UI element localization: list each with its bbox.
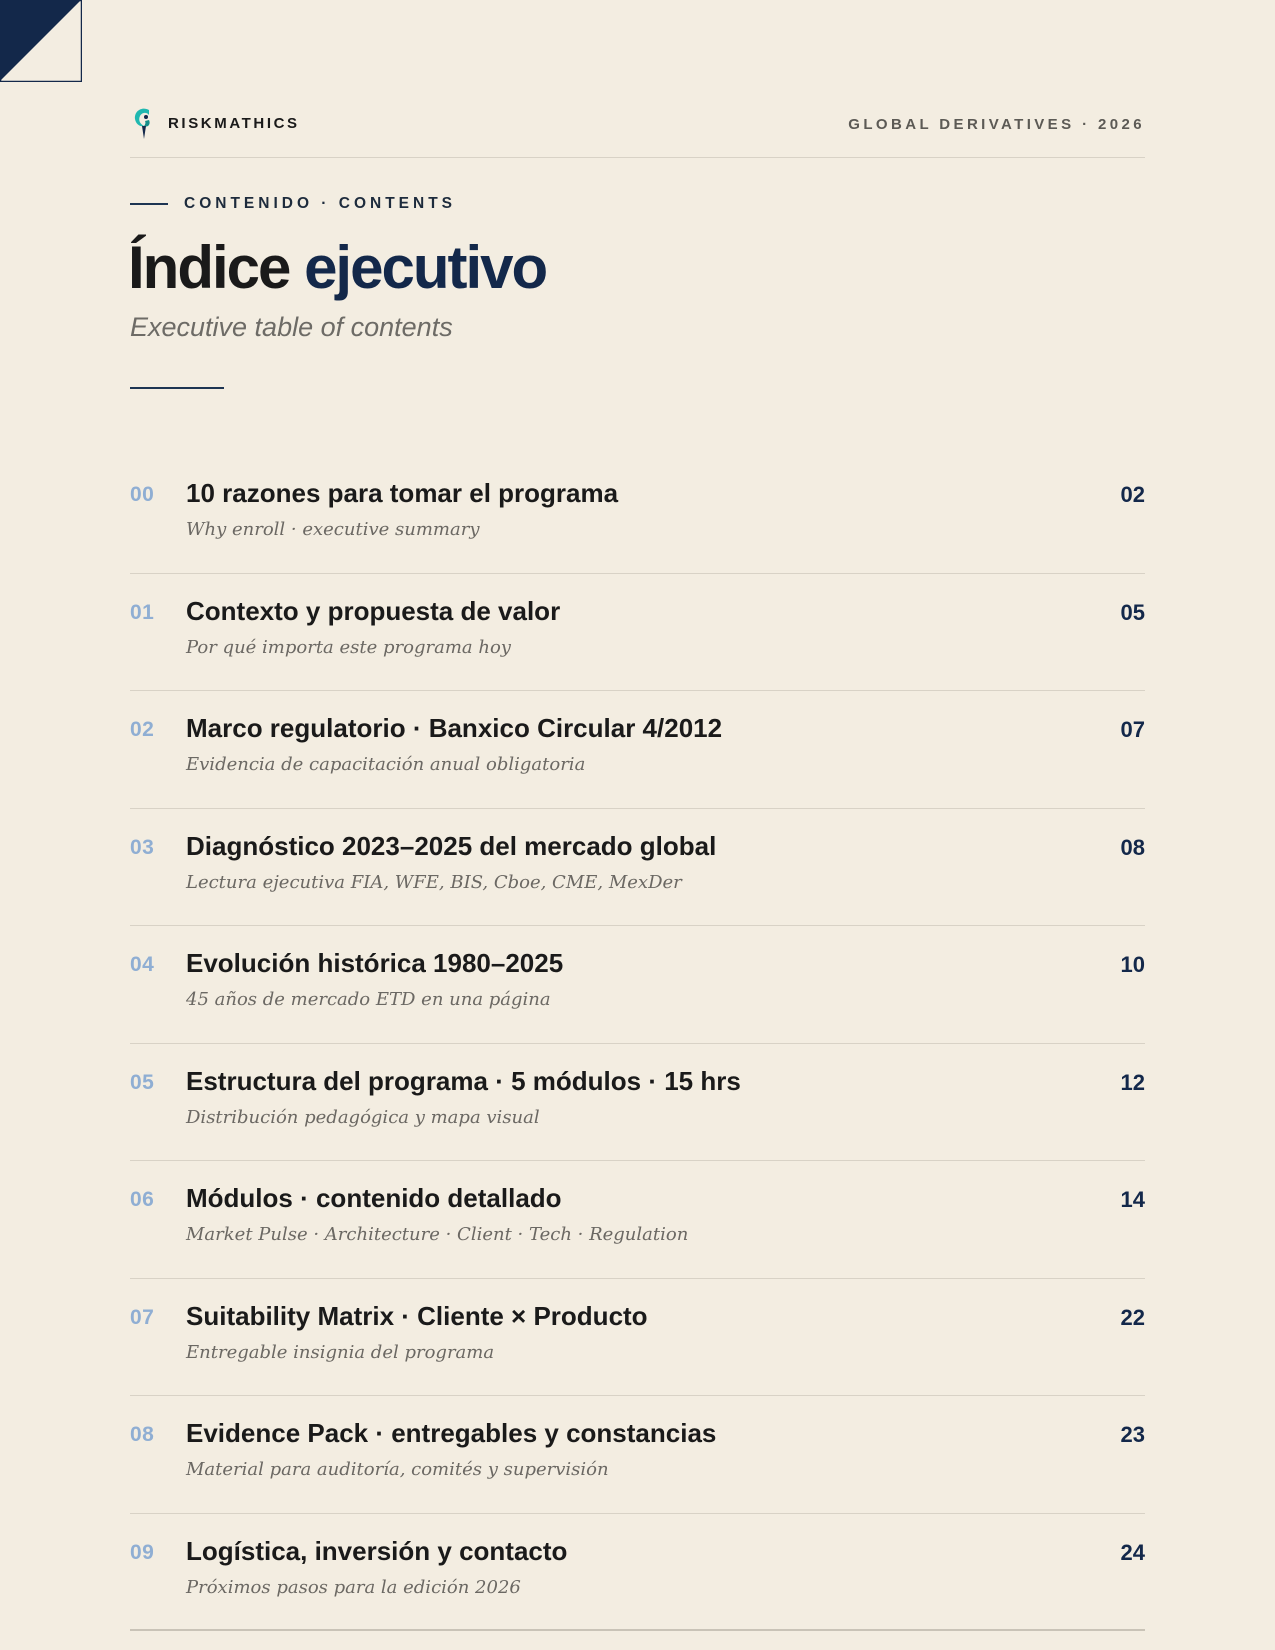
brand	[130, 104, 300, 140]
toc-item-title: Diagnóstico 2023–2025 del mercado global	[186, 830, 717, 861]
toc-item[interactable]	[130, 456, 1145, 574]
eyebrow-text: CONTENIDO · CONTENTS	[184, 195, 457, 212]
toc-item-number: 01	[130, 600, 155, 624]
toc-item-subtitle: Market Pulse · Architecture · Client · Tech · Regulation	[186, 1224, 689, 1245]
toc-item-subtitle: Evidencia de capacitación anual obligatoria	[186, 754, 586, 775]
toc-item-subtitle: Distribución pedagógica y mapa visual	[186, 1106, 540, 1128]
toc-list	[130, 456, 1145, 1631]
toc-item-number: 05	[130, 1070, 155, 1094]
toc-item-number: 09	[130, 1540, 155, 1564]
toc-item-title: Evidence Pack · entregables y constancias	[186, 1418, 717, 1448]
toc-item-subtitle: 45 años de mercado ETD en una página	[186, 989, 551, 1010]
toc-item-page: 12	[1120, 1069, 1145, 1095]
toc-item-subtitle: Por qué importa este programa hoy	[186, 636, 511, 658]
toc-item-number: 00	[130, 483, 155, 506]
toc-item[interactable]	[130, 691, 1145, 809]
toc-item[interactable]	[130, 926, 1145, 1044]
page-header	[130, 100, 1145, 158]
toc-item-page: 22	[1120, 1304, 1145, 1330]
toc-item-subtitle: Why enroll · executive summary	[186, 519, 480, 540]
toc-item-page: 02	[1120, 482, 1145, 507]
toc-item-number: 04	[130, 953, 155, 976]
toc-item-number: 02	[130, 718, 155, 741]
toc-item[interactable]	[130, 809, 1145, 927]
corner-triangle-decoration	[0, 0, 82, 82]
toc-item[interactable]	[130, 574, 1145, 692]
toc-item[interactable]	[130, 1044, 1145, 1162]
toc-item-number: 08	[130, 1423, 155, 1446]
toc-item-page: 23	[1120, 1422, 1145, 1447]
toc-item-number: 03	[130, 835, 155, 859]
toc-item-subtitle: Lectura ejecutiva FIA, WFE, BIS, Cboe, CME, MexDer	[186, 871, 682, 893]
toc-item-subtitle: Material para auditoría, comités y supervisión	[186, 1459, 609, 1480]
toc-item-page: 08	[1120, 834, 1145, 860]
title-part1: Índice	[128, 234, 290, 301]
toc-item[interactable]	[130, 1279, 1145, 1397]
page-subtitle: Executive table of contents	[130, 312, 453, 342]
toc-item[interactable]	[130, 1514, 1145, 1632]
toc-item-page: 07	[1120, 717, 1145, 742]
toc-item-number: 06	[130, 1188, 155, 1211]
toc-item-page: 10	[1120, 952, 1145, 977]
toc-item-title: Evolución histórica 1980–2025	[186, 948, 564, 978]
eyebrow-line	[130, 203, 168, 205]
header-right-label: GLOBAL DERIVATIVES · 2026	[848, 116, 1145, 133]
toc-item-title: Módulos · contenido detallado	[186, 1183, 562, 1213]
title-part2: ejecutivo	[304, 234, 547, 301]
toc-item-title: Contexto y propuesta de valor	[186, 595, 561, 626]
eyebrow	[130, 195, 456, 213]
toc-item-subtitle: Entregable insignia del programa	[186, 1341, 495, 1363]
toc-item-page: 24	[1120, 1539, 1145, 1565]
toc-item-subtitle: Próximos pasos para la edición 2026	[186, 1576, 521, 1598]
toc-item-page: 05	[1120, 599, 1145, 625]
toc-item-number: 07	[130, 1305, 155, 1329]
toc-item-title: Marco regulatorio · Banxico Circular 4/2012	[186, 713, 723, 743]
toc-item-title: Suitability Matrix · Cliente × Producto	[186, 1300, 648, 1331]
toc-item-title: Estructura del programa · 5 módulos · 15 hrs	[186, 1065, 741, 1096]
toc-item[interactable]	[130, 1396, 1145, 1514]
toc-item-title: 10 razones para tomar el programa	[186, 478, 619, 508]
toc-item-title: Logística, inversión y contacto	[186, 1535, 568, 1566]
toc-item[interactable]	[130, 1161, 1145, 1279]
toc-item-page: 14	[1120, 1187, 1145, 1212]
title-rule	[130, 387, 224, 389]
brand-name: RISKMATHICS	[168, 114, 300, 132]
riskmathics-logo-icon	[130, 104, 156, 140]
page-title	[128, 228, 546, 308]
